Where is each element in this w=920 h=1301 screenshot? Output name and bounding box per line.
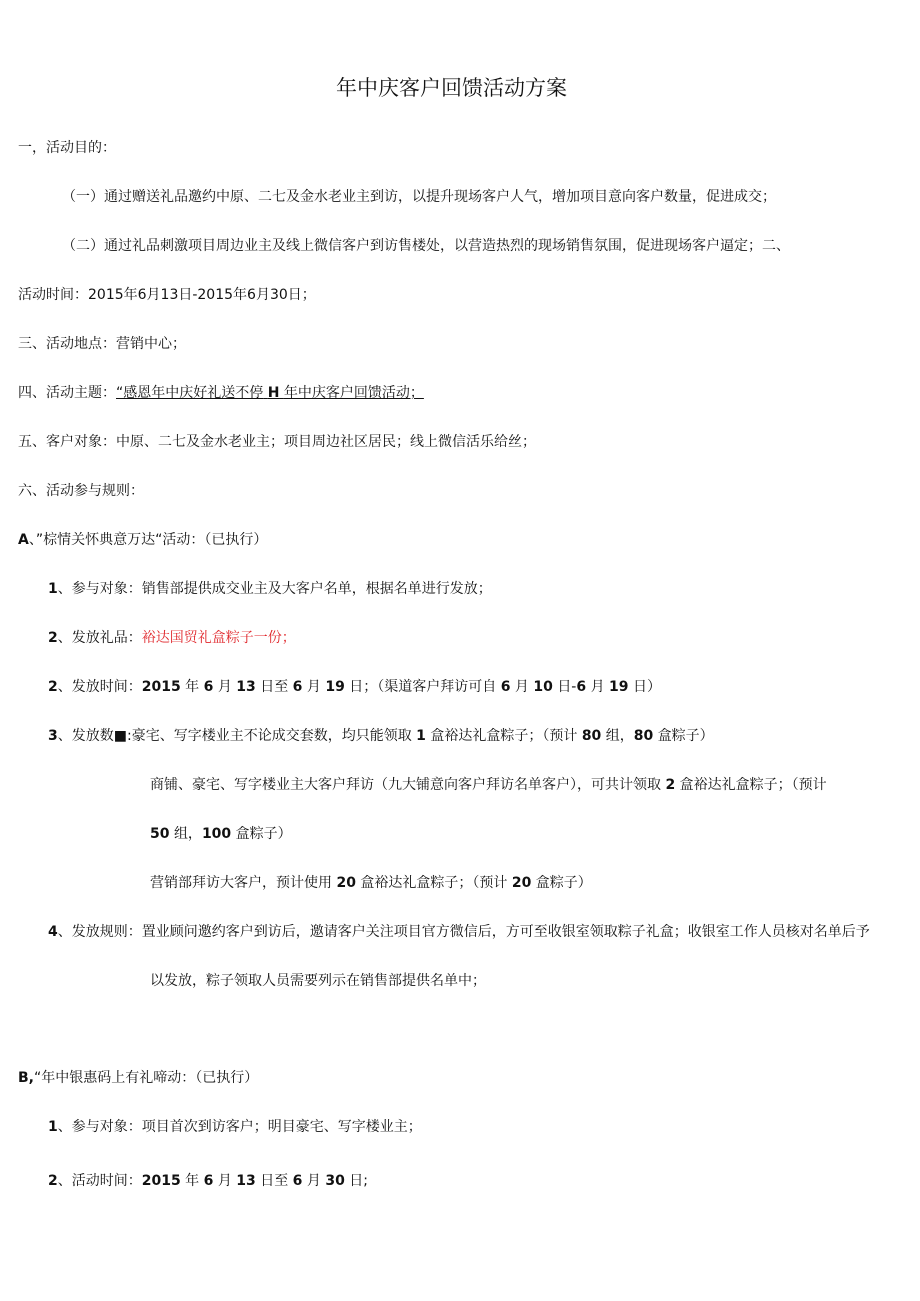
section-4-label: 四、活动主题： (18, 385, 116, 401)
part-a-item-3: 2、发放时间：2015 年 6 月 13 日至 6 月 19 日；（渠道客户拜访可自 6 月 10 日-6 月 19 日） (48, 679, 661, 695)
part-b-heading: B,“年中银惠码上有礼啼动：（已执行） (18, 1070, 259, 1086)
section-1-heading: 一，活动目的： (18, 140, 116, 156)
section-2-time: 活动时间：2015年6月13日-2015年6月30日； (18, 287, 316, 303)
theme-text: “感恩年中庆好礼送不停 H 年中庆客户回馈活动； (116, 385, 424, 401)
part-a-heading: A、”棕情关怀典意万达“活动：（已执行） (18, 532, 268, 548)
section-1-paragraph-1: （一）通过赠送礼品邀约中原、二七及金水老业主到访，以提升现场客户人气，增加项目意向客户数量，促进成交； (62, 189, 776, 205)
section-6-heading: 六、活动参与规则： (18, 483, 144, 499)
part-a-item-4-detail-1: 商铺、豪宅、写字楼业主大客户拜访（九大铺意向客户拜访名单客户），可共计领取 2 盒裕达礼盒粽子；（预计 (150, 777, 827, 793)
part-a-item-5-continued: 以发放，粽子领取人员需要列示在销售部提供名单中； (150, 973, 486, 989)
part-b-item-2: 2、活动时间：2015 年 6 月 13 日至 6 月 30 日; (48, 1173, 368, 1189)
gift-highlight: 裕达国贸礼盒粽子一份； (141, 630, 296, 646)
part-a-item-4: 3、发放数■:豪宅、写字楼业主不论成交套数，均只能领取 1 盒裕达礼盒粽子；（预计 80 组，80 盒粽子） (48, 728, 714, 744)
section-1-paragraph-2: （二）通过礼品刺激项目周边业主及线上微信客户到访售楼处，以营造热烈的现场销售氛围，促进现场客户逼定；二、 (62, 238, 790, 254)
part-a-item-5: 4、发放规则：置业顾问邀约客户到访后，邀请客户关注项目官方微信后，方可至收银室领取粽子礼盒；收银室工作人员核对名单后予 (48, 924, 870, 940)
section-3-location: 三、活动地点：营销中心； (18, 336, 186, 352)
page-title: 年中庆客户回馈活动方案 (336, 76, 567, 100)
section-5-audience: 五、客户对象：中原、二七及金水老业主；项目周边社区居民；线上微信活乐给丝； (18, 434, 536, 450)
part-a-item-2: 2、发放礼品：裕达国贸礼盒粽子一份； (48, 630, 296, 646)
part-a-item-4-detail-2: 50 组，100 盒粽子） (150, 826, 292, 842)
part-a-item-4-detail-3: 营销部拜访大客户，预计使用 20 盒裕达礼盒粽子；（预计 20 盒粽子） (150, 875, 592, 891)
section-4-theme (18, 383, 424, 403)
part-a-item-1: 1、参与对象：销售部提供成交业主及大客户名单，根据名单进行发放； (48, 581, 492, 597)
part-b-item-1: 1、参与对象：项目首次到访客户；明目豪宅、写字楼业主； (48, 1119, 422, 1135)
